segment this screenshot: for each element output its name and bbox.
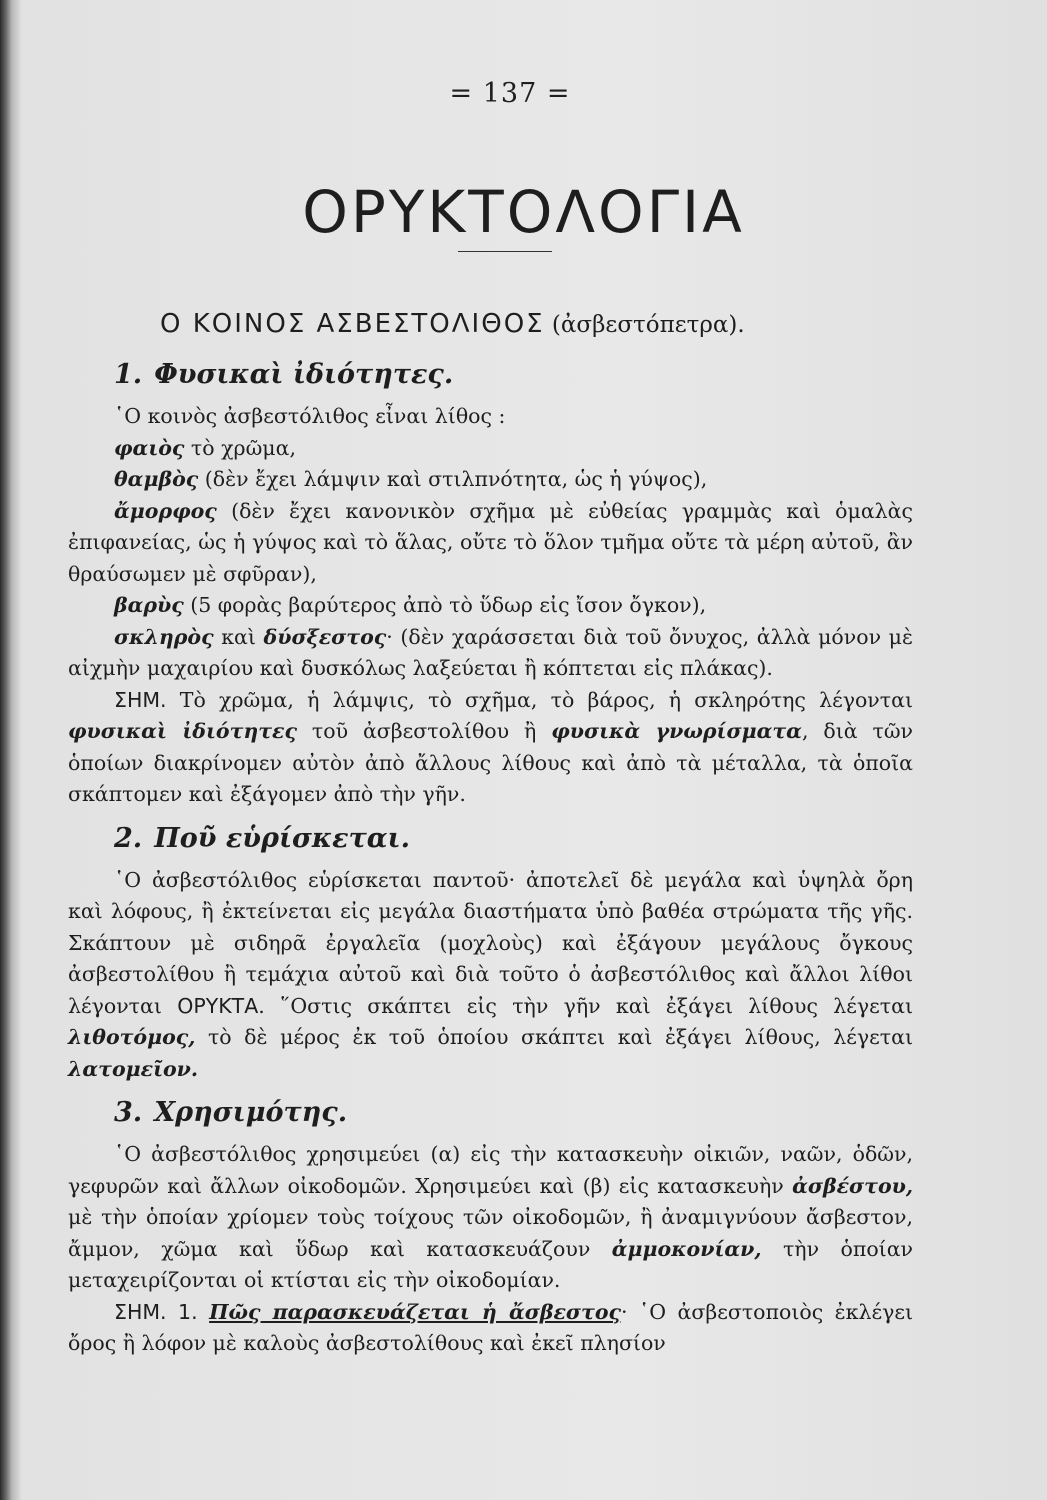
- property-heavy: [68, 590, 913, 622]
- property-hard: [68, 622, 913, 685]
- section-2-number: 2.: [114, 822, 143, 854]
- section-2-text-c: τὸ δὲ μέρος ἐκ τοῦ ὁποίου σκάπτει καὶ ἐξάγει λίθους, λέγεται: [195, 1025, 913, 1049]
- section-3-number: 3.: [114, 1097, 143, 1128]
- note-3-label: ΣΗΜ. 1.: [114, 1299, 198, 1324]
- section-1-intro: ῾Ο κοινὸς ἀσβεστόλιθος εἶναι λίθος :: [114, 404, 506, 428]
- page-number: = 137 =: [449, 78, 571, 109]
- section-2-heading: [114, 819, 913, 859]
- property-amorph-text: (δὲν ἔχει κανονικὸν σχῆμα μὲ εὐθείας γραμμὰς καὶ ὁμαλὰς ἐπιφανείας, ὡς ἡ γύψος καὶ τὸ ἅλας, οὔτε τὸ ὅλον τμῆμα οὔτε τὰ μέρη αὐτοῦ, ἂν θραύσωμεν μὲ σφῦραν),: [68, 498, 913, 586]
- property-hard-text: · (δὲν χαράσσεται διὰ τοῦ ὄνυχος, ἀλλὰ μόνον μὲ αἰχμὴν μαχαιρίου καὶ δυσκόλως λαξεύεται ἢ κόπτεται εἰς πλάκας).: [68, 624, 913, 680]
- subject-heading: [160, 302, 913, 347]
- note-text-c: , διὰ τῶν ὁποίων διακρίνομεν αὐτὸν ἀπὸ ἄλλους λίθους καὶ ἀπὸ τὰ μέταλλα, τὰ ὁποῖα σκάπτομεν καὶ ἐξάγομεν ἀπὸ τὴν γῆν.: [68, 719, 913, 806]
- note-label: ΣΗΜ.: [114, 687, 167, 712]
- term-quarryman: λιθοτόμος,: [68, 1025, 196, 1049]
- term-color: φαιὸς: [114, 435, 185, 460]
- property-hard-and: καὶ: [213, 624, 264, 649]
- property-color-text: τὸ χρῶμα,: [184, 435, 296, 460]
- section-3-text-b: μὲ τὴν ὁποίαν χρίομεν τοὺς τοίχους τῶν οἰκοδομῶν, ἢ ἀναμιγνύουν ἄσβεστον, ἄμμον, χῶμα καὶ ὕδωρ καὶ κατασκευάζουν: [68, 1205, 913, 1261]
- subject-main: Ο ΚΟΙΝΟΣ ΑΣΒΕΣΤΟΛΙΘΟΣ: [160, 309, 545, 339]
- section-3-heading: [114, 1093, 913, 1133]
- note-text-a: Τὸ χρῶμα, ἡ λάμψις, τὸ σχῆμα, τὸ βάρος, ἡ σκληρότης λέγονται: [166, 687, 913, 712]
- section-1-note: [68, 685, 913, 811]
- section-2-text-b: . ῞Οστις σκάπτει εἰς τὴν γῆν καὶ ἐξάγει λίθους λέγεται: [258, 993, 913, 1018]
- term-physical-properties: φυσικαὶ ἰδιότητες: [68, 719, 298, 743]
- section-3-text-c: τὴν ὁποίαν μεταχειρίζονται οἱ κτίσται εἰς τὴν οἰκοδομίαν.: [68, 1236, 914, 1292]
- property-dull-text: (δὲν ἔχει λάμψιν καὶ στιλπνότητα, ὡς ἡ γύψος),: [198, 467, 708, 491]
- term-heavy: βαρὺς: [114, 593, 184, 617]
- section-3-note: [68, 1297, 913, 1360]
- section-1-title: Φυσικαὶ ἰδιότητες.: [154, 359, 454, 390]
- note-3-heading: Πῶς παρασκευάζεται ἡ ἄσβεστος: [209, 1299, 621, 1324]
- term-lime: ἀσβέστου,: [792, 1173, 913, 1198]
- property-heavy-text: (5 φορὰς βαρύτερος ἀπὸ τὸ ὕδωρ εἰς ἴσον ὄγκον),: [183, 593, 707, 617]
- section-2-paragraph: [68, 865, 913, 1086]
- section-3-paragraph: [68, 1139, 913, 1297]
- page-title: ΟΡΥΚΤΟΛΟΓΙΑ: [302, 178, 745, 246]
- term-dull: θαμβὸς: [114, 467, 199, 491]
- term-minerals: ΟΡΥΚΤΑ: [177, 993, 259, 1018]
- text-body: [68, 302, 913, 1360]
- title-rule: [458, 251, 552, 252]
- note-text-b: τοῦ ἀσβεστολίθου ἢ: [297, 719, 552, 743]
- note-3-text: · ῾Ο ἀσβεστοποιὸς ἐκλέγει ὄρος ἢ λόφον μὲ καλοὺς ἀσβεστολίθους καὶ ἐκεῖ πλησίον: [68, 1299, 913, 1355]
- section-3-text-a: ῾Ο ἀσβεστόλιθος χρησιμεύει (α) εἰς τὴν κατασκευὴν οἰκιῶν, ναῶν, ὁδῶν, γεφυρῶν καὶ ἄλλων οἰκοδομῶν. Χρησιμεύει καὶ (β) εἰς κατασκευὴν: [68, 1142, 913, 1198]
- term-amorph: ἄμορφος: [114, 498, 217, 523]
- term-hard: σκληρὸς: [114, 624, 214, 649]
- term-mortar: ἀμμοκονίαν,: [611, 1236, 762, 1261]
- section-1-number: 1.: [114, 359, 143, 390]
- property-amorph: [68, 496, 913, 591]
- section-2-text-a: ῾Ο ἀσβεστόλιθος εὑρίσκεται παντοῦ· ἀποτελεῖ δὲ μεγάλα καὶ ὑψηλὰ ὄρη καὶ λόφους, ἢ ἐκτείνεται εἰς μεγάλα διαστήματα ὑπὸ βαθέα στρώματα τῆς γῆς. Σκάπτουν μὲ σιδηρᾶ ἐργαλεῖα (μοχλοὺς) καὶ ἐξάγουν μεγάλους ὄγκους ἀσβεστολίθου ἢ τεμάχια αὐτοῦ καὶ διὰ τοῦτο ὁ ἀσβεστόλιθος καὶ ἄλλοι λίθοι λέγονται: [68, 867, 913, 1018]
- property-dull: [68, 464, 913, 496]
- section-3-title: Χρησιμότης.: [154, 1097, 348, 1128]
- subject-alt: (ἀσβεστόπετρα).: [551, 312, 745, 338]
- term-quarry: λατομεῖον.: [68, 1056, 199, 1081]
- section-1-heading: [114, 355, 913, 395]
- term-scrape: δύσξεστος: [263, 624, 387, 649]
- section-2-title: Ποῦ εὑρίσκεται.: [154, 822, 410, 854]
- term-physical-features: φυσικὰ γνωρίσματα: [551, 719, 802, 743]
- property-color: [68, 433, 913, 465]
